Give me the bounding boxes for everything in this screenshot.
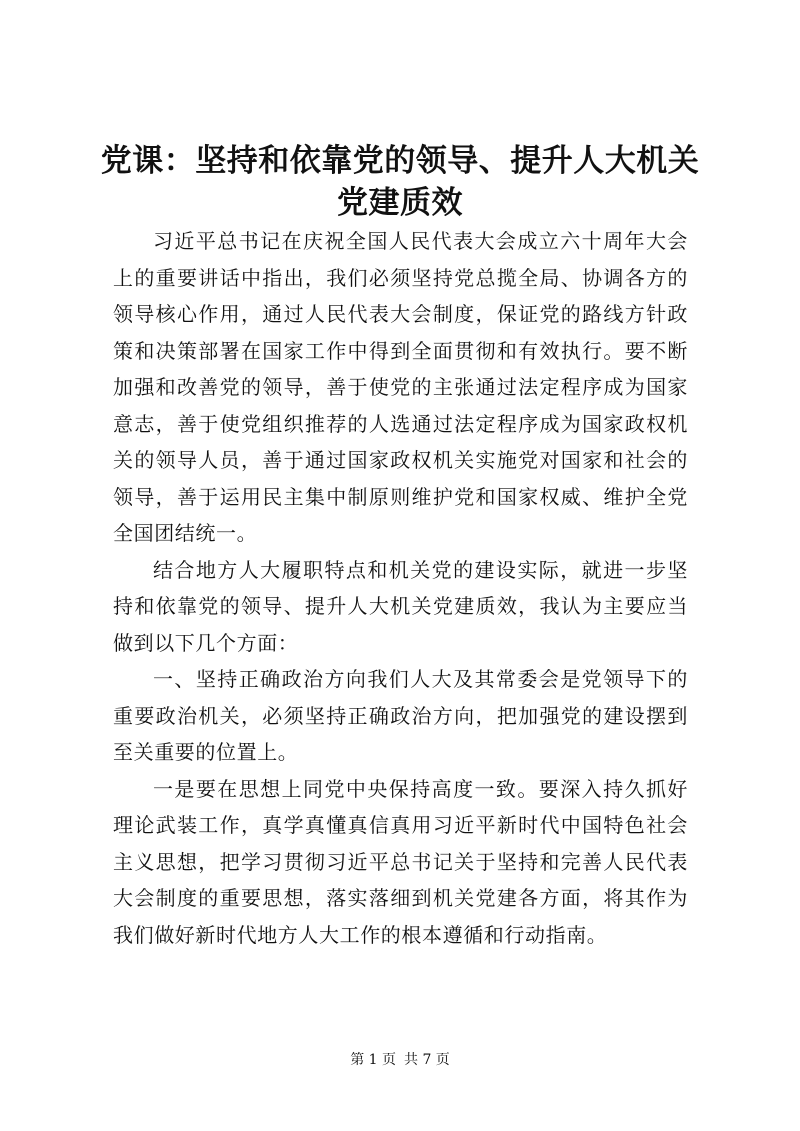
- page-total: 共 7 页: [404, 1052, 450, 1068]
- paragraph: 一、坚持正确政治方向我们人大及其常委会是党领导下的重要政治机关，必须坚持正确政治方向，把加强党的建设摆到至关重要的位置上。: [113, 667, 688, 764]
- document-title: 党课：坚持和依靠党的领导、提升人大机关党建质效: [100, 143, 700, 221]
- page-number: 第 1 页: [350, 1052, 396, 1068]
- paragraph: 结合地方人大履职特点和机关党的建设实际，就进一步坚持和依靠党的领导、提升人大机关党建质效，我认为主要应当做到以下几个方面：: [113, 557, 688, 655]
- paragraph: 习近平总书记在庆祝全国人民代表大会成立六十周年大会上的重要讲话中指出，我们必须坚持党总揽全局、协调各方的领导核心作用，通过人民代表大会制度，保证党的路线方针政策和决策部署在国家工作中得到全面贯彻和有效执行。要不断加强和改善党的领导，善于使党的主张通过法定程序成为国家意志，善于使党组织推荐的人选通过法定程序成为国家政权机关的领导人员，善于通过国家政权机关实施党对国家和社会的领导，善于运用民主集中制原则维护党和国家权威、维护全党全国团结统一。: [113, 229, 688, 545]
- paragraph: 一是要在思想上同党中央保持高度一致。要深入持久抓好理论武装工作，真学真懂真信真用习近平新时代中国特色社会主义思想，把学习贯彻习近平总书记关于坚持和完善人民代表大会制度的重要思想，落实落细到机关党建各方面，将其作为我们做好新时代地方人大工作的根本遵循和行动指南。: [113, 776, 688, 947]
- document-body: [113, 223, 688, 953]
- page-footer: [0, 1050, 800, 1070]
